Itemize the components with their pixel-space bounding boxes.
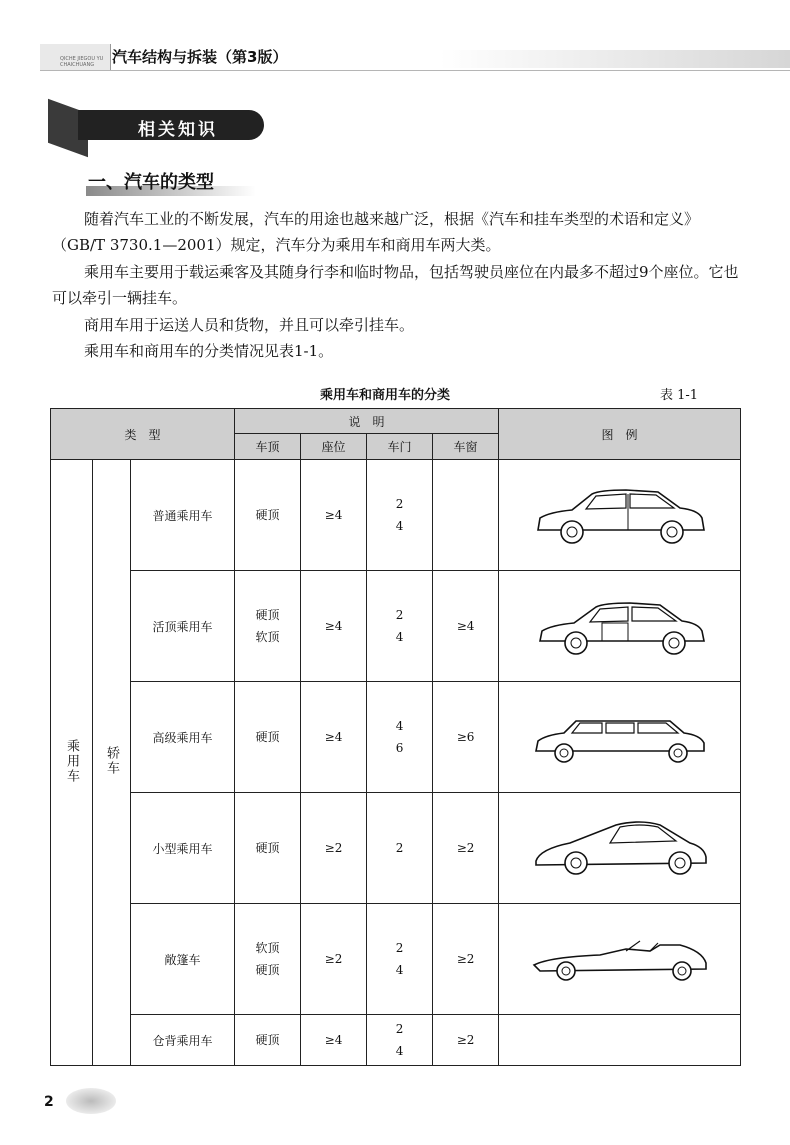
subheading: 一、汽车的类型 <box>88 172 214 193</box>
roof-value: 硬顶 <box>255 963 280 977</box>
doors-value: 2 <box>395 497 404 511</box>
roof-cell <box>235 682 301 793</box>
classification-table <box>50 408 741 1066</box>
table-row <box>51 682 741 793</box>
category-cell <box>51 460 93 1066</box>
doors-cell <box>367 460 433 571</box>
subcategory-label: 轿车 <box>104 746 119 776</box>
windows-cell: ≥2 <box>433 793 499 904</box>
table-number: 表 1-1 <box>660 388 699 403</box>
illustration-cell <box>499 1015 741 1066</box>
paragraph: 商用车用于运送人员和货物，并且可以牵引挂车。 <box>84 316 415 334</box>
type-name: 仓背乘用车 <box>131 1015 235 1066</box>
windows-cell: ≥2 <box>433 904 499 1015</box>
illustration-cell <box>499 904 741 1015</box>
header-logo <box>40 44 111 70</box>
header-illustration: 图 例 <box>499 409 741 460</box>
doors-cell <box>367 904 433 1015</box>
roof-value: 硬顶 <box>255 1033 280 1047</box>
windows-cell: ≥6 <box>433 682 499 793</box>
seats-cell: ≥2 <box>301 793 367 904</box>
type-name: 高级乘用车 <box>131 682 235 793</box>
category-label: 乘用车 <box>64 738 79 784</box>
illustration-cell <box>499 793 741 904</box>
doors-value: 4 <box>395 630 404 644</box>
seats-cell: ≥4 <box>301 571 367 682</box>
paragraph: 随着汽车工业的不断发展，汽车的用途也越来越广泛，根据《汽车和挂车类型的术语和定义》（GB/T 3730.1—2001）规定，汽车分为乘用车和商用车两大类。 <box>52 210 700 254</box>
roof-value: 硬顶 <box>255 730 280 744</box>
doors-value: 4 <box>395 1044 404 1058</box>
page-number-decoration <box>66 1088 116 1114</box>
header-description: 说 明 <box>235 409 499 434</box>
coupe-icon <box>530 813 710 883</box>
illustration-cell <box>499 460 741 571</box>
section-title: 相关知识 <box>138 120 218 140</box>
header-type: 类 型 <box>51 409 235 460</box>
running-header <box>40 40 790 72</box>
header-gradient <box>440 50 790 68</box>
header-windows: 车窗 <box>433 434 499 460</box>
seats-cell: ≥4 <box>301 460 367 571</box>
header-seats: 座位 <box>301 434 367 460</box>
book-title: 汽车结构与拆装（第3版） <box>112 48 288 66</box>
type-name: 活顶乘用车 <box>131 571 235 682</box>
type-name: 普通乘用车 <box>131 460 235 571</box>
type-name: 敞篷车 <box>131 904 235 1015</box>
limousine-icon <box>530 707 710 767</box>
doors-value: 4 <box>395 519 404 533</box>
doors-value: 2 <box>395 941 404 955</box>
subcategory-cell <box>93 460 131 1066</box>
table-caption: 乘用车和商用车的分类 <box>320 388 451 403</box>
roadster-icon <box>530 929 710 989</box>
table-row <box>51 460 741 571</box>
roof-value: 硬顶 <box>255 841 280 855</box>
doors-value: 4 <box>395 719 404 733</box>
doors-value: 2 <box>395 841 404 855</box>
roof-cell <box>235 571 301 682</box>
paragraph: 乘用车主要用于载运乘客及其随身行李和临时物品，包括驾驶员座位在内最多不超过9个座位。它也可以牵引一辆挂车。 <box>52 263 739 307</box>
seats-cell: ≥4 <box>301 682 367 793</box>
sedan-icon <box>530 480 710 550</box>
type-name: 小型乘用车 <box>131 793 235 904</box>
doors-value: 2 <box>395 1022 404 1036</box>
page-number: 2 <box>44 1094 54 1110</box>
roof-cell <box>235 1015 301 1066</box>
doors-cell <box>367 571 433 682</box>
table-row <box>51 1015 741 1066</box>
doors-value: 4 <box>395 963 404 977</box>
roof-value: 软顶 <box>255 941 280 955</box>
seats-cell: ≥4 <box>301 1015 367 1066</box>
table-row <box>51 793 741 904</box>
illustration-cell <box>499 571 741 682</box>
windows-cell <box>433 460 499 571</box>
windows-cell: ≥4 <box>433 571 499 682</box>
roof-value: 硬顶 <box>255 608 280 622</box>
windows-cell: ≥2 <box>433 1015 499 1066</box>
roof-cell <box>235 904 301 1015</box>
roof-cell <box>235 793 301 904</box>
table-row <box>51 904 741 1015</box>
roof-cell <box>235 460 301 571</box>
table-row <box>51 571 741 682</box>
header-roof: 车顶 <box>235 434 301 460</box>
header-divider <box>40 70 790 71</box>
doors-cell <box>367 1015 433 1066</box>
roof-value: 软顶 <box>255 630 280 644</box>
doors-value: 6 <box>395 741 404 755</box>
convertible-top-sedan-icon <box>530 591 710 661</box>
paragraph: 乘用车和商用车的分类情况见表1-1。 <box>84 342 334 360</box>
section-banner <box>48 106 218 146</box>
doors-cell <box>367 793 433 904</box>
doors-cell <box>367 682 433 793</box>
header-logo-text: QICHE JIEGOU YU CHAICHUANG <box>60 56 104 68</box>
seats-cell: ≥2 <box>301 904 367 1015</box>
doors-value: 2 <box>395 608 404 622</box>
roof-value: 硬顶 <box>255 508 280 522</box>
illustration-cell <box>499 682 741 793</box>
header-doors: 车门 <box>367 434 433 460</box>
